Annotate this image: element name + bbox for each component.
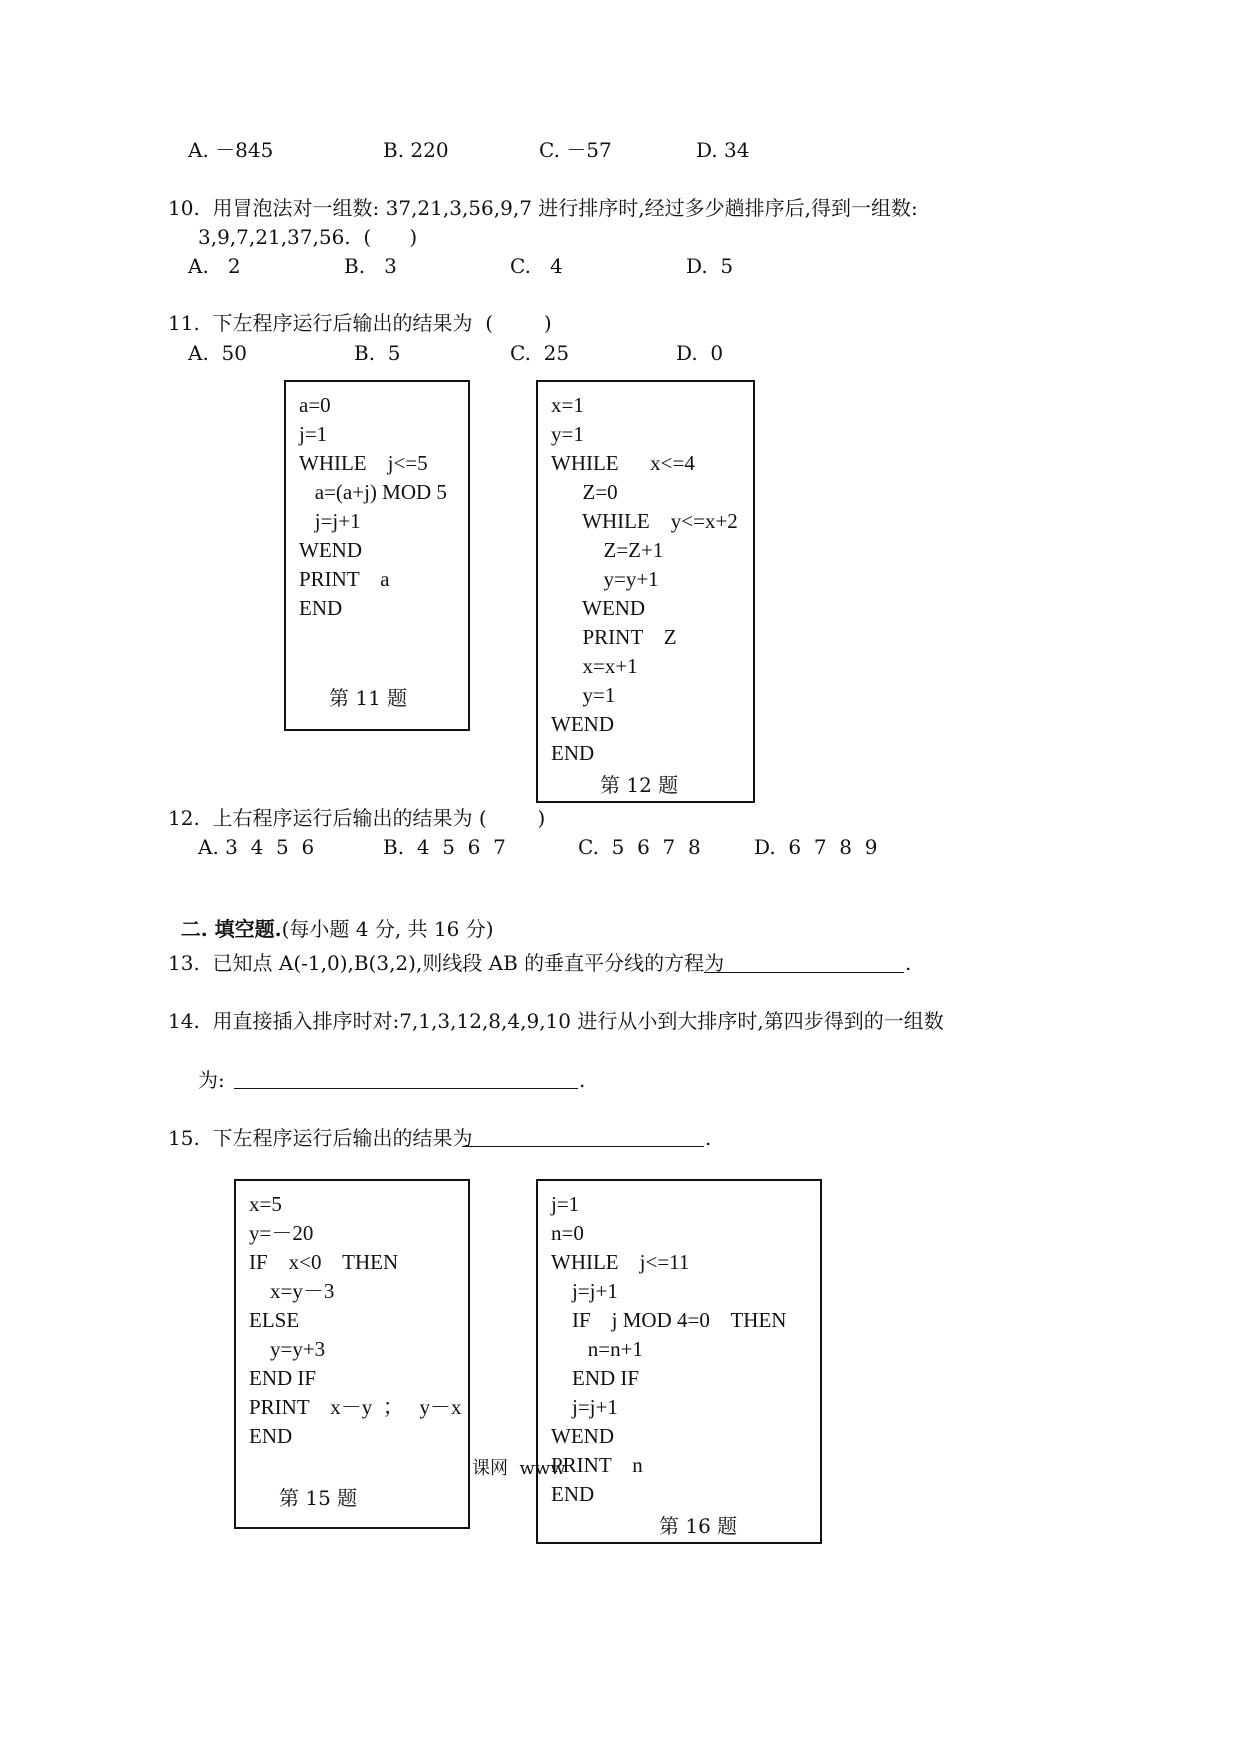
program-12-line: END — [551, 741, 595, 765]
q12-option-c: C. 5 6 7 8 — [578, 835, 701, 859]
q14-answer-blank — [234, 1088, 578, 1089]
program-16-line: j=j+1 — [551, 1279, 618, 1303]
program-16-line: WEND — [551, 1424, 614, 1448]
program-15-line: y=－20 — [249, 1221, 314, 1245]
q9-option-a: A. －845 — [188, 138, 274, 162]
q15-answer-blank — [462, 1146, 704, 1147]
program-16-line: END IF — [551, 1366, 640, 1390]
program-11-caption: 第 11 题 — [329, 686, 408, 710]
section-2-note: (每小题 4 分, 共 16 分) — [281, 917, 494, 941]
program-11-line: a=(a+j) MOD 5 — [299, 480, 447, 504]
program-15-line: ELSE — [249, 1308, 300, 1332]
program-15-line: IF x<0 THEN — [249, 1250, 399, 1274]
q11-option-b: B. 5 — [354, 341, 401, 365]
q10-option-c: C. 4 — [510, 254, 563, 278]
q10-option-b: B. 3 — [344, 254, 397, 278]
q10-stem-line2: 3,9,7,21,37,56. ( ) — [198, 225, 418, 249]
program-16-line: n=0 — [551, 1221, 584, 1245]
program-12-line: y=1 — [551, 683, 616, 707]
q13-period: . — [905, 951, 912, 975]
q12-option-d: D. 6 7 8 9 — [754, 835, 878, 859]
q10-stem-line1: 10. 用冒泡法对一组数: 37,21,3,56,9,7 进行排序时,经过多少趟排序后,得到一组数: — [168, 196, 918, 220]
program-16-line: IF j MOD 4=0 THEN — [551, 1308, 787, 1332]
q10-option-a: A. 2 — [188, 254, 241, 278]
program-16-line: n=n+1 — [551, 1337, 643, 1361]
q9-option-d: D. 34 — [696, 138, 750, 162]
program-16-line: PRINT n — [551, 1453, 643, 1477]
program-11-line: j=j+1 — [299, 509, 361, 533]
program-12-line: PRINT Z — [551, 625, 677, 649]
program-12-caption: 第 12 题 — [600, 773, 679, 797]
program-11-line: WEND — [299, 538, 362, 562]
program-11-line: WHILE j<=5 — [299, 451, 428, 475]
program-11-line: a=0 — [299, 393, 331, 417]
program-15-line: END — [249, 1424, 293, 1448]
program-12-line: y=1 — [551, 422, 584, 446]
q12-stem: 12. 上右程序运行后输出的结果为 ( ) — [168, 806, 546, 830]
program-12-line: Z=0 — [551, 480, 618, 504]
program-12-line: x=x+1 — [551, 654, 638, 678]
watermark-text: 课网 www — [472, 1458, 566, 1479]
program-15-line: PRINT x－y ； y－x — [249, 1395, 462, 1419]
q10-option-d: D. 5 — [686, 254, 734, 278]
program-12-line: Z=Z+1 — [551, 538, 664, 562]
q11-stem: 11. 下左程序运行后输出的结果为 ( ) — [168, 311, 552, 335]
program-16-caption: 第 16 题 — [659, 1514, 738, 1538]
q11-option-a: A. 50 — [188, 341, 247, 365]
program-16-line: j=1 — [551, 1192, 580, 1216]
q11-option-c: C. 25 — [510, 341, 570, 365]
program-16-line: END — [551, 1482, 595, 1506]
q14-stem-line1: 14. 用直接插入排序时对:7,1,3,12,8,4,9,10 进行从小到大排序时,第四步得到的一组数 — [168, 1009, 944, 1033]
q9-option-c: C. －57 — [539, 138, 612, 162]
program-15-line: y=y+3 — [249, 1337, 326, 1361]
section-2-heading — [168, 893, 494, 941]
section-2-label: 二. 填空题. — [180, 917, 282, 941]
program-11-line: PRINT a — [299, 567, 390, 591]
program-12-line: WEND — [551, 596, 646, 620]
q11-option-d: D. 0 — [676, 341, 724, 365]
program-15-line: x=y－3 — [249, 1279, 335, 1303]
program-12-line: WEND — [551, 712, 614, 736]
program-11-line: j=1 — [299, 422, 328, 446]
q13-stem: 13. 已知点 A(-1,0),B(3,2),则线段 AB 的垂直平分线的方程为 — [168, 951, 725, 975]
program-16-line: WHILE j<=11 — [551, 1250, 690, 1274]
q14-period: . — [579, 1068, 586, 1092]
program-11-line: END — [299, 596, 343, 620]
q15-stem: 15. 下左程序运行后输出的结果为 — [168, 1126, 473, 1150]
q9-option-b: B. 220 — [383, 138, 449, 162]
q12-option-b: B. 4 5 6 7 — [383, 835, 506, 859]
program-12-line: x=1 — [551, 393, 584, 417]
q12-option-a: A. 3 4 5 6 — [198, 835, 315, 859]
q14-stem-line2: 为: — [198, 1068, 225, 1092]
program-15-line: END IF — [249, 1366, 317, 1390]
program-12-line: y=y+1 — [551, 567, 659, 591]
program-15-caption: 第 15 题 — [279, 1486, 358, 1510]
program-15-line: x=5 — [249, 1192, 282, 1216]
program-12-line: WHILE y<=x+2 — [551, 509, 738, 533]
program-12-line: WHILE x<=4 — [551, 451, 695, 475]
program-16-line: j=j+1 — [551, 1395, 618, 1419]
q13-answer-blank — [704, 972, 904, 973]
q15-period: . — [705, 1126, 712, 1150]
